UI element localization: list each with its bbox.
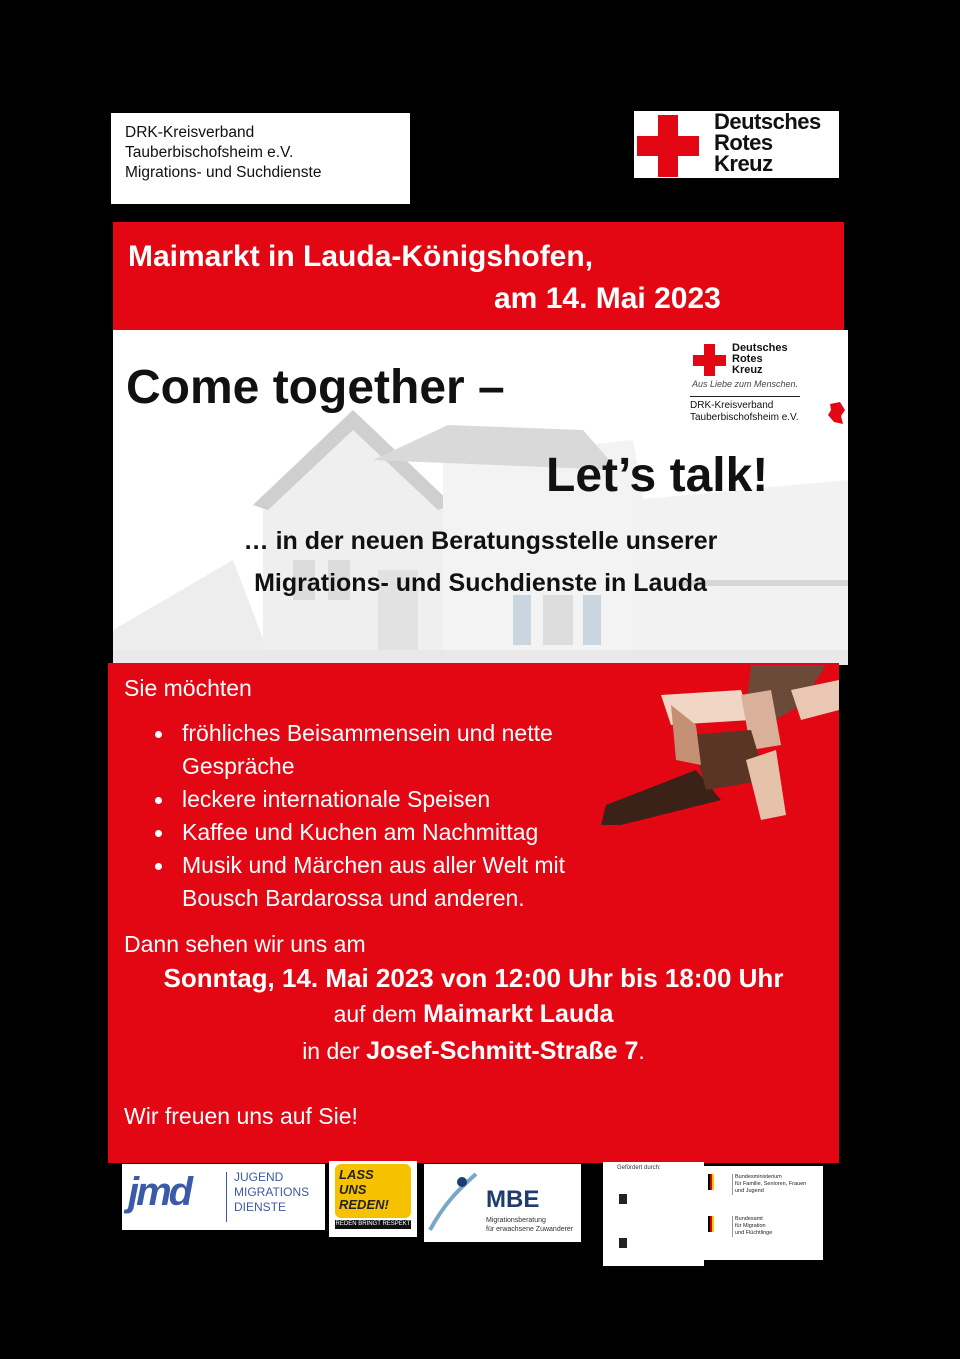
bullet-icon — [155, 863, 162, 870]
activity-list — [108, 717, 668, 915]
hero-section — [113, 330, 848, 665]
drk-brand-line-2: Rotes — [714, 130, 773, 155]
mini-brand-line-3: Kreuz — [732, 364, 763, 376]
hero-title-lets-talk: Let’s talk! — [546, 449, 769, 502]
red-cross-icon — [692, 342, 732, 378]
org-line-2: Tauberbischofsheim e.V. — [125, 144, 294, 161]
funding-ministries: Bundesministerium für Familie, Senioren, Frauen und Jugend Bundesamt für Migration und Flüchtlinge — [704, 1166, 823, 1260]
jmd-divider — [226, 1172, 227, 1222]
bullet-icon — [155, 797, 162, 804]
list-item: fröhliches Beisammensein und nette Gespräche — [108, 717, 668, 783]
hero-subtitle-line-1: … in der neuen Beratungsstelle unserer — [243, 527, 718, 555]
place-name: Maimarkt Lauda — [423, 1000, 614, 1028]
intro-text: Sie möchten — [124, 675, 252, 701]
mini-slogan: Aus Liebe zum Menschen. — [692, 379, 799, 389]
event-date-time: Sonntag, 14. Mai 2023 von 12:00 Uhr bis 18:00 Uhr — [163, 963, 784, 993]
drk-logo — [634, 111, 839, 178]
federal-eagle-icon — [617, 1236, 629, 1250]
drk-brand-line-3: Kreuz — [714, 151, 773, 176]
red-cross-icon — [634, 111, 704, 178]
list-item: Musik und Märchen aus aller Welt mit Bousch Bardarossa und anderen. — [108, 849, 668, 915]
hero-subtitle-line-2: Migrations- und Suchdienste in Lauda — [254, 569, 707, 597]
hero-subtitle — [113, 520, 848, 604]
bullet-icon — [155, 830, 162, 837]
mbe-logo: MBE Migrationsberatung für erwachsene Zuwanderer — [424, 1164, 581, 1242]
mbe-swoosh-icon — [424, 1164, 484, 1242]
closing-text: Wir freuen uns auf Sie! — [124, 1103, 358, 1129]
mini-kv-line-2: Tauberbischofsheim e.V. — [690, 412, 799, 423]
region-map-icon — [826, 402, 846, 426]
invitation-body — [108, 663, 839, 1163]
lur-tagline: REDEN BRINGT RESPEKT — [335, 1221, 411, 1227]
street-name: Josef-Schmitt-Straße 7 — [366, 1037, 639, 1065]
federal-eagle-icon — [708, 1174, 722, 1190]
banner-line-1: Maimarkt in Lauda-Königshofen, — [128, 240, 594, 273]
drk-brand-line-1: Deutsches — [714, 109, 821, 134]
bullet-icon — [155, 731, 162, 738]
hero-title-come-together: Come together – — [126, 361, 505, 414]
then-text: Dann sehen wir uns am — [124, 931, 366, 957]
organisation-address-box — [111, 113, 410, 204]
event-place: auf dem Maimarkt Lauda — [333, 1000, 614, 1028]
org-line-1: DRK-Kreisverband — [125, 124, 255, 141]
mini-kv-line-1: DRK-Kreisverband — [690, 400, 774, 411]
drk-kreisverband-mini-logo — [688, 340, 848, 428]
event-street: in der Josef-Schmitt-Straße 7. — [302, 1037, 645, 1065]
federal-eagle-icon — [708, 1216, 722, 1232]
federal-eagle-icon — [617, 1192, 629, 1206]
joined-hands-image — [601, 665, 839, 825]
banner-line-2: am 14. Mai 2023 — [494, 282, 721, 315]
funding-notice-left: Gefördert durch: — [603, 1162, 704, 1266]
list-item: Kaffee und Kuchen am Nachmittag — [108, 816, 668, 849]
list-item: leckere internationale Speisen — [108, 783, 668, 816]
jmd-mark: jmd — [128, 1170, 191, 1214]
event-banner — [113, 222, 844, 330]
jmd-logo: jmd JUGEND MIGRATIONS DIENSTE — [122, 1164, 325, 1230]
mini-brand-line-2: Rotes — [732, 353, 763, 365]
org-line-3: Migrations- und Suchdienste — [125, 164, 322, 181]
lass-uns-reden-logo: LASS UNS REDEN! REDEN BRINGT RESPEKT — [329, 1161, 417, 1237]
mini-brand-line-1: Deutsches — [732, 342, 788, 354]
mini-divider — [690, 396, 800, 397]
